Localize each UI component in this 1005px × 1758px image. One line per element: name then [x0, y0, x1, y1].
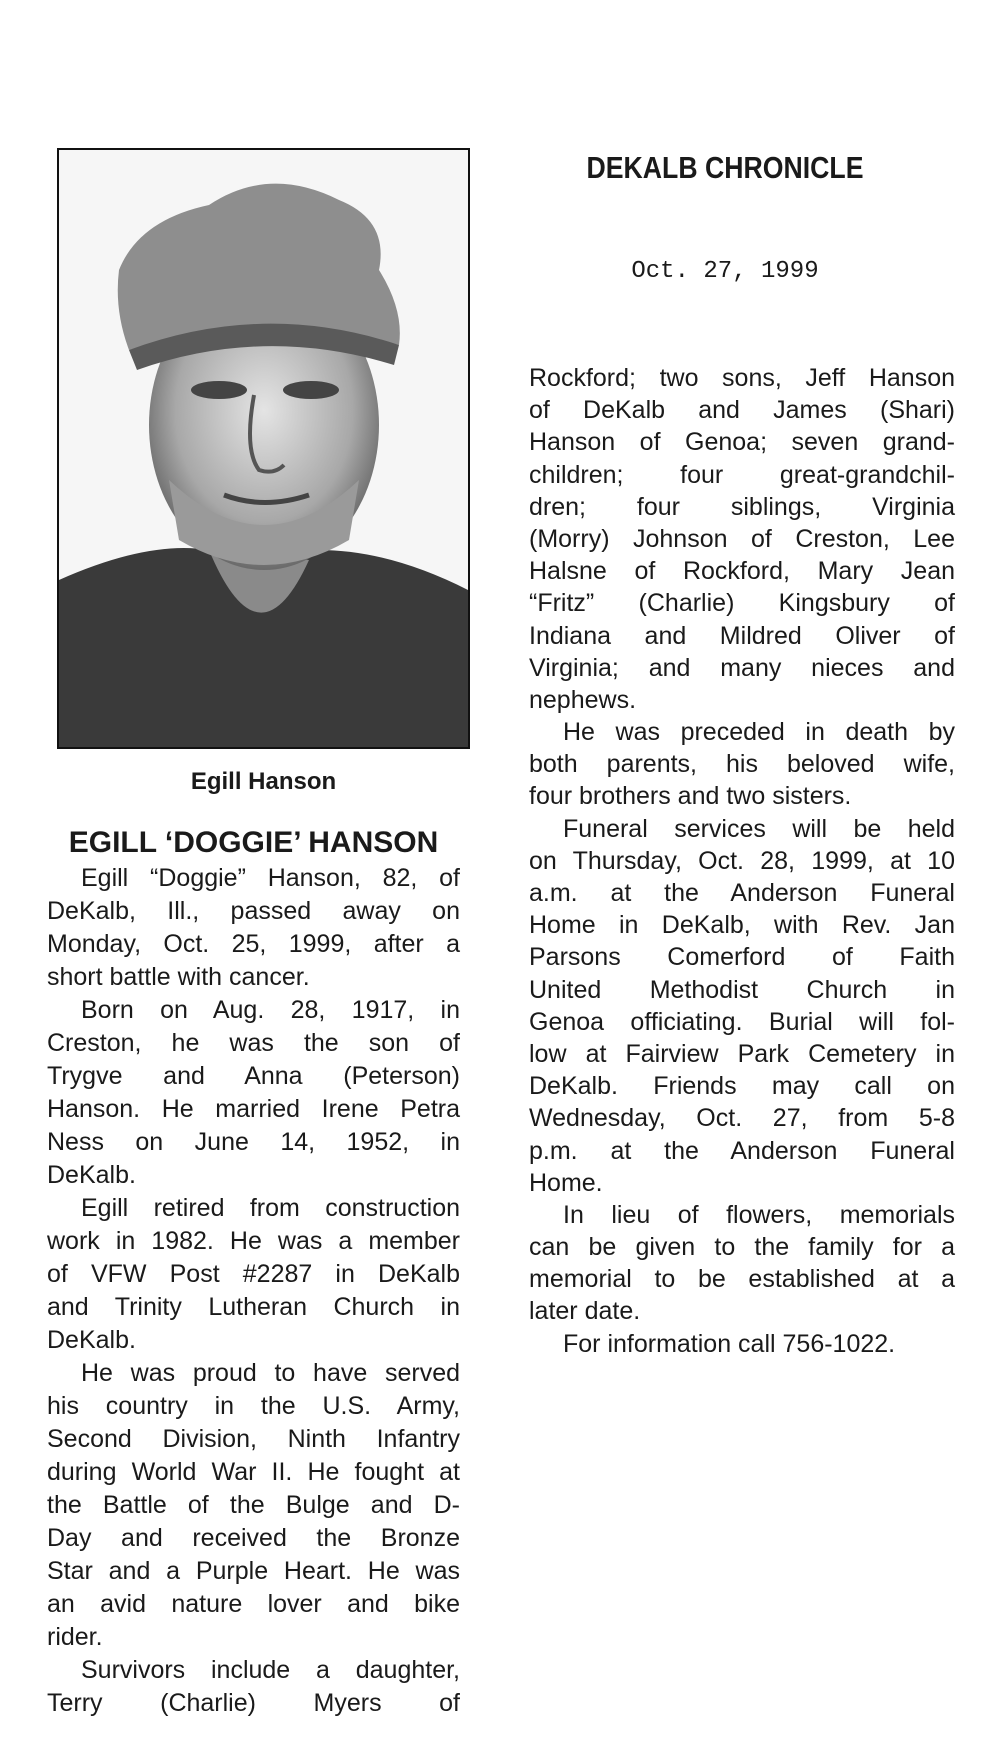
text-line: Rockford; two sons, Jeff Hanson: [529, 364, 955, 392]
text-line: work in 1982. He was a member: [47, 1227, 460, 1255]
text-line: children; four great-grandchil-: [529, 460, 955, 489]
text-line: DeKalb.: [47, 1326, 136, 1354]
text-line: Home.: [529, 1168, 603, 1197]
text-line: an avid nature lover and bike: [47, 1590, 460, 1618]
text-line: DeKalb. Friends may call on: [529, 1072, 955, 1101]
text-line: Trygve and Anna (Peterson): [47, 1062, 460, 1090]
portrait-image: [59, 150, 468, 747]
text-line: In lieu of flowers, memorials: [563, 1200, 955, 1229]
text-line: Egill “Doggie” Hanson, 82, of: [81, 864, 460, 892]
newspaper-masthead: DEKALB CHRONICLE: [586, 150, 864, 185]
text-line: Hanson. He married Irene Petra: [47, 1095, 460, 1123]
text-line: Virginia; and many nieces and: [529, 653, 955, 682]
text-line: Star and a Purple Heart. He was: [47, 1557, 460, 1585]
text-line: United Methodist Church in: [529, 975, 955, 1004]
text-line: Parsons Comerford of Faith: [529, 943, 955, 972]
text-line: on Thursday, Oct. 28, 1999, at 10: [529, 846, 955, 875]
text-line: Survivors include a daughter,: [81, 1656, 460, 1684]
text-line: Egill retired from construction: [81, 1194, 460, 1222]
photo-caption: Egill Hanson: [190, 768, 337, 795]
text-line: a.m. at the Anderson Funeral: [529, 879, 955, 907]
text-line: dren; four siblings, Virginia: [529, 492, 955, 521]
text-line: of DeKalb and James (Shari): [529, 396, 955, 425]
text-line: Hanson of Genoa; seven grand-: [529, 428, 955, 457]
text-line: He was proud to have served: [81, 1359, 460, 1387]
text-line: later date.: [529, 1297, 641, 1326]
text-line: Second Division, Ninth Infantry: [47, 1425, 460, 1453]
text-line: (Morry) Johnson of Creston, Lee: [529, 524, 955, 553]
text-line: memorial to be established at a: [529, 1265, 955, 1294]
text-line: can be given to the family for a: [529, 1233, 955, 1262]
text-line: four brothers and two sisters.: [529, 782, 852, 811]
text-line: Terry (Charlie) Myers of: [47, 1689, 460, 1717]
text-line: Home in DeKalb, with Rev. Jan: [529, 911, 955, 940]
text-line: the Battle of the Bulge and D-: [47, 1491, 460, 1519]
text-line: Monday, Oct. 25, 1999, after a: [47, 930, 460, 958]
text-line: Funeral services will be held: [563, 814, 955, 843]
text-line: nephews.: [529, 685, 637, 714]
text-line: p.m. at the Anderson Funeral: [529, 1136, 955, 1165]
text-line: of VFW Post #2287 in DeKalb: [47, 1260, 460, 1288]
left-column-text: [47, 862, 460, 1720]
text-line: DeKalb, Ill., passed away on: [47, 897, 460, 925]
text-line: Indiana and Mildred Oliver of: [529, 621, 955, 650]
text-line: Wednesday, Oct. 27, from 5-8: [529, 1104, 955, 1133]
text-line: Halsne of Rockford, Mary Jean: [529, 557, 955, 586]
text-line: “Fritz” (Charlie) Kingsbury of: [529, 589, 955, 618]
text-line: Day and received the Bronze: [47, 1524, 460, 1552]
text-line: rider.: [47, 1623, 103, 1651]
text-line: Creston, he was the son of: [47, 1029, 460, 1057]
publication-date: Oct. 27, 1999: [631, 258, 819, 285]
text-line: during World War II. He fought at: [47, 1458, 460, 1486]
text-line: DeKalb.: [47, 1161, 136, 1189]
right-column-text: [529, 362, 955, 1360]
text-line: his country in the U.S. Army,: [47, 1392, 460, 1420]
text-line: and Trinity Lutheran Church in: [47, 1293, 460, 1321]
text-line: Ness on June 14, 1952, in: [47, 1128, 460, 1156]
text-line: short battle with cancer.: [47, 963, 310, 991]
text-line: Born on Aug. 28, 1917, in: [81, 996, 460, 1024]
text-line: both parents, his beloved wife,: [529, 750, 955, 779]
text-line: He was preceded in death by: [563, 718, 955, 747]
obituary-headline: EGILL ‘DOGGIE’ HANSON: [68, 826, 439, 859]
text-line: Genoa officiating. Burial will fol-: [529, 1007, 955, 1036]
text-line: For information call 756-1022.: [563, 1329, 896, 1358]
text-line: low at Fairview Park Cemetery in: [529, 1039, 955, 1068]
portrait-photo: [57, 148, 470, 749]
